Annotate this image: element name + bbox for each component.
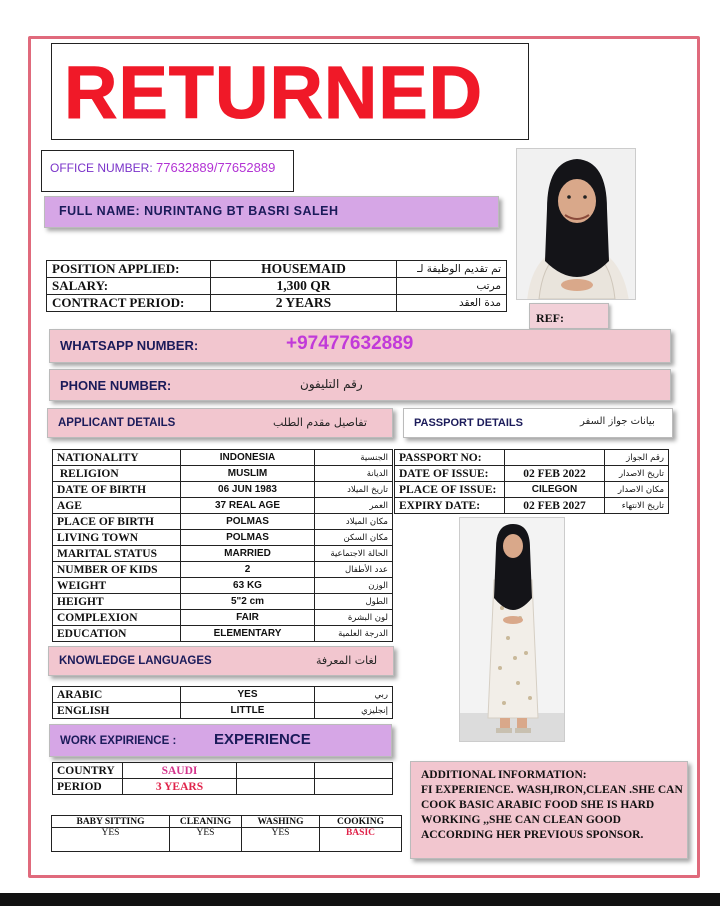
skill-value: BASIC xyxy=(320,828,402,852)
additional-information-box xyxy=(410,761,688,859)
applicant-details-label: APPLICANT DETAILS xyxy=(58,417,176,429)
additional-information-body: FI EXPERIENCE. WASH,IRON,CLEAN .SHE CAN COOK BASIC ARABIC FOOD SHE IS HARD WORKING ,,SHE CAN CLEAN GOOD ACCORDING HER PREVIOUS SPONSOR. xyxy=(421,784,683,841)
applicant-label-ar: الجنسية xyxy=(315,450,393,466)
applicant-label: AGE xyxy=(53,498,181,514)
phone-label: PHONE NUMBER: xyxy=(60,378,172,393)
applicant-label: LIVING TOWN xyxy=(53,530,181,546)
table-row xyxy=(53,466,393,482)
applicant-label-ar: الدرجة العلمية xyxy=(315,626,393,642)
passport-label-ar: تاريخ الاصدار xyxy=(605,466,669,482)
applicant-value: INDONESIA xyxy=(181,450,315,466)
knowledge-languages-header xyxy=(48,646,394,676)
passport-details-label: PASSPORT DETAILS xyxy=(414,417,523,429)
work-empty-cell xyxy=(237,779,315,795)
applicant-value: 63 KG xyxy=(181,578,315,594)
applicant-value: 5"2 cm xyxy=(181,594,315,610)
work-value: 3 YEARS xyxy=(123,779,237,795)
full-name-banner: FULL NAME: NURINTANG BT BASRI SALEH xyxy=(44,196,499,228)
applicant-label: NATIONALITY xyxy=(53,450,181,466)
passport-label: PLACE OF ISSUE: xyxy=(395,482,505,498)
applicant-value: MARRIED xyxy=(181,546,315,562)
applicant-label: EDUCATION xyxy=(53,626,181,642)
passport-label-ar: رقم الجواز xyxy=(605,450,669,466)
ref-label: REF: xyxy=(529,303,609,329)
table-row xyxy=(53,687,393,703)
applicant-value: POLMAS xyxy=(181,530,315,546)
passport-details-label-ar: بيانات جواز السفر xyxy=(580,416,655,427)
passport-label: EXPIRY DATE: xyxy=(395,498,505,514)
work-empty-cell xyxy=(315,763,393,779)
passport-label-ar: مكان الاصدار xyxy=(605,482,669,498)
passport-value: 02 FEB 2022 xyxy=(505,466,605,482)
contract-label: CONTRACT PERIOD: xyxy=(47,295,211,312)
work-experience-label: WORK EXPIRIENCE : xyxy=(60,735,177,747)
work-label: COUNTRY xyxy=(53,763,123,779)
language-value: YES xyxy=(181,687,315,703)
applicant-value: 37 REAL AGE xyxy=(181,498,315,514)
table-row xyxy=(395,450,669,466)
languages-table xyxy=(52,686,393,719)
skill-header: COOKING xyxy=(320,816,402,828)
applicant-value: FAIR xyxy=(181,610,315,626)
additional-information-title: ADDITIONAL INFORMATION: xyxy=(421,769,587,781)
page-title: RETURNED xyxy=(64,51,484,134)
passport-label-ar: تاريخ الانتهاء xyxy=(605,498,669,514)
work-empty-cell xyxy=(237,763,315,779)
work-label: PERIOD xyxy=(53,779,123,795)
applicant-label-ar: مكان الميلاد xyxy=(315,514,393,530)
table-row xyxy=(53,498,393,514)
salary-label-ar: مرتب xyxy=(397,278,507,295)
full-body-photo xyxy=(459,517,565,742)
work-experience-value: EXPERIENCE xyxy=(214,731,311,748)
table-row xyxy=(53,578,393,594)
work-table xyxy=(52,762,393,795)
applicant-value: ELEMENTARY xyxy=(181,626,315,642)
portrait-photo xyxy=(516,148,636,300)
whatsapp-label: WHATSAPP NUMBER: xyxy=(60,338,199,353)
table-row xyxy=(52,816,402,828)
contract-label-ar: مدة العقد xyxy=(397,295,507,312)
applicant-label: RELIGION xyxy=(53,466,181,482)
table-row xyxy=(53,594,393,610)
applicant-details-label-ar: تفاصيل مقدم الطلب xyxy=(273,416,367,429)
skill-value: YES xyxy=(242,828,320,852)
applicant-label-ar: الطول xyxy=(315,594,393,610)
language-label-ar: ربي xyxy=(315,687,393,703)
skill-header: BABY SITTING xyxy=(52,816,170,828)
table-row xyxy=(53,546,393,562)
skill-header: WASHING xyxy=(242,816,320,828)
passport-table xyxy=(394,449,669,514)
language-label-ar: إنجليزي xyxy=(315,703,393,719)
table-row xyxy=(53,763,393,779)
applicant-label-ar: العمر xyxy=(315,498,393,514)
portrait-illustration xyxy=(517,149,636,300)
table-row xyxy=(53,779,393,795)
applicant-label-ar: لون البشرة xyxy=(315,610,393,626)
full-body-illustration xyxy=(460,518,565,742)
position-value: HOUSEMAID xyxy=(211,261,397,278)
applicant-label: WEIGHT xyxy=(53,578,181,594)
table-row xyxy=(53,610,393,626)
applicant-details-header xyxy=(47,408,393,438)
table-row xyxy=(47,295,507,312)
skill-header: CLEANING xyxy=(170,816,242,828)
work-empty-cell xyxy=(315,779,393,795)
skill-value: YES xyxy=(52,828,170,852)
table-row xyxy=(47,278,507,295)
applicant-label-ar: مكان السكن xyxy=(315,530,393,546)
applicant-label-ar: الحالة الاجتماعية xyxy=(315,546,393,562)
passport-label: DATE OF ISSUE: xyxy=(395,466,505,482)
applicant-label-ar: تاريخ الميلاد xyxy=(315,482,393,498)
passport-value xyxy=(505,450,605,466)
whatsapp-banner xyxy=(49,329,671,363)
applicant-label: COMPLEXION xyxy=(53,610,181,626)
office-number xyxy=(50,160,275,175)
applicant-table xyxy=(52,449,393,642)
applicant-value: POLMAS xyxy=(181,514,315,530)
work-experience-header xyxy=(49,724,392,757)
table-row xyxy=(53,482,393,498)
table-row xyxy=(53,450,393,466)
table-row xyxy=(53,703,393,719)
applicant-label-ar: الوزن xyxy=(315,578,393,594)
applicant-value: 2 xyxy=(181,562,315,578)
language-label: ARABIC xyxy=(53,687,181,703)
passport-label: PASSPORT NO: xyxy=(395,450,505,466)
passport-details-header xyxy=(403,408,673,438)
knowledge-languages-label: KNOWLEDGE LANGUAGES xyxy=(59,655,212,667)
position-label: POSITION APPLIED: xyxy=(47,261,211,278)
applicant-value: 06 JUN 1983 xyxy=(181,482,315,498)
whatsapp-number[interactable]: +97477632889 xyxy=(286,333,414,354)
title-box xyxy=(51,43,529,140)
contract-value: 2 YEARS xyxy=(211,295,397,312)
table-row xyxy=(53,530,393,546)
language-label: ENGLISH xyxy=(53,703,181,719)
office-number-box xyxy=(41,150,294,192)
work-value: SAUDI xyxy=(123,763,237,779)
salary-value: 1,300 QR xyxy=(211,278,397,295)
table-row xyxy=(395,466,669,482)
skill-value: YES xyxy=(170,828,242,852)
skills-table xyxy=(51,815,402,852)
office-number-label: OFFICE NUMBER: xyxy=(50,161,157,175)
applicant-label: PLACE OF BIRTH xyxy=(53,514,181,530)
applicant-label: MARITAL STATUS xyxy=(53,546,181,562)
table-row xyxy=(47,261,507,278)
applicant-label-ar: الديانة xyxy=(315,466,393,482)
applicant-value: MUSLIM xyxy=(181,466,315,482)
table-row xyxy=(395,482,669,498)
knowledge-languages-label-ar: لغات المعرفة xyxy=(316,654,378,667)
table-row xyxy=(53,626,393,642)
passport-value: 02 FEB 2027 xyxy=(505,498,605,514)
table-row xyxy=(53,562,393,578)
position-label-ar: تم تقديم الوظيفة لـ xyxy=(397,261,507,278)
bottom-strip xyxy=(0,893,720,906)
language-value: LITTLE xyxy=(181,703,315,719)
applicant-label-ar: عدد الأطفال xyxy=(315,562,393,578)
applicant-label: NUMBER OF KIDS xyxy=(53,562,181,578)
passport-value: CILEGON xyxy=(505,482,605,498)
table-row xyxy=(395,498,669,514)
salary-label: SALARY: xyxy=(47,278,211,295)
phone-banner xyxy=(49,369,671,401)
phone-label-ar: رقم التليفون xyxy=(300,377,363,391)
table-row xyxy=(53,514,393,530)
table-row xyxy=(52,828,402,852)
applicant-label: DATE OF BIRTH xyxy=(53,482,181,498)
position-table xyxy=(46,260,507,312)
applicant-label: HEIGHT xyxy=(53,594,181,610)
office-number-value: 77632889/77652889 xyxy=(156,160,276,175)
